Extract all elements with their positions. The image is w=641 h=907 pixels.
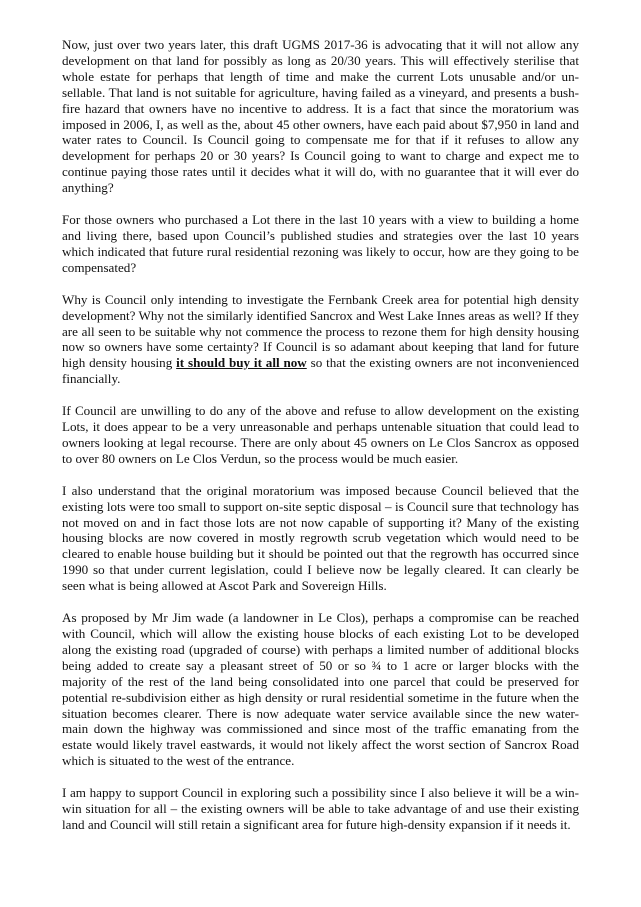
paragraph-legal-recourse: If Council are unwilling to do any of the above and refuse to allow development on the existing Lots, it does appear to be a very unreasonable and perhaps untenable situation that could lead to owners looking at legal recourse. There are only about 45 owners on Le Clos Sancrox as opposed to over 80 owners on Le Clos Verdun, so the process would be much easier.	[62, 403, 579, 466]
paragraph-high-density-tail: so that the existing owners are not inconvenienced financially.	[62, 355, 579, 387]
paragraph-compromise-proposal: As proposed by Mr Jim wade (a landowner in Le Clos), perhaps a compromise can be reached with Council, which will allow the existing house blocks of each existing Lot to be developed along the existing road (upgraded of course) with perhaps a limited number of additional blocks being added to create say a pleasant street of 50 or so ¾ to 1 acre or larger blocks with the majority of the rest of the land being consolidated into one parcel that could be preserved for potential re-subdivision either as high density or rural residential sometime in the future when the situation becomes clearer. There is now adequate water service available since the new water-main down the highway was commissioned and since most of the traffic emanating from the estate would likely travel eastwards, it would not likely affect the worst section of Sancrox Road which is situated to the west of the entrance.	[62, 610, 579, 769]
paragraph-septic-moratorium: I also understand that the original moratorium was imposed because Council believed that the existing lots were too small to support on-site septic disposal – is Council sure that technology has not moved on and in fact those lots are not now capable of supporting it? Many of the existing housing blocks are now covered in mostly regrowth scrub vegetation which would need to be cleared to enable house building but it should be pointed out that the regrowth has occurred since 1990 so that under current legislation, could I believe now be legally cleared. It can clearly be seen what is being allowed at Ascot Park and Sovereign Hills.	[62, 482, 579, 594]
paragraph-support-conclusion: I am happy to support Council in exploring such a possibility since I also believe it will be a win-win situation for all – the existing owners will be able to take advantage of and use their existing land and Council will still retain a significant area for future high-density expansion if it needs it.	[62, 785, 579, 832]
paragraph-high-density	[62, 292, 579, 387]
emphasized-phrase: it should buy it all now	[176, 355, 307, 371]
paragraph-compensation-rates: Now, just over two years later, this draft UGMS 2017-36 is advocating that it will not allow any development on that land for possibly as long as 20/30 years. This will effectively sterilise that whole estate for perhaps that length of time and make the current Lots unusable and/or un-sellable. That land is not suitable for agriculture, having failed as a vineyard, and presents a bush-fire hazard that owners have no incentive to address. It is a fact that since the moratorium was imposed in 2006, I, as well as the, about 45 other owners, have each paid about $7,950 in land and water rates to Council. Is Council going to compensate me for that if it refuses to allow any development for perhaps 20 or 30 years? Is Council going to want to charge and expect me to continue paying those rates until it decides what it will do, with no guarantee that it will ever do anything?	[62, 37, 579, 196]
paragraph-recent-purchasers: For those owners who purchased a Lot there in the last 10 years with a view to building a home and living there, based upon Council’s published studies and strategies over the last 10 years which indicated that future rural residential rezoning was likely to occur, how are they going to be compensated?	[62, 212, 579, 275]
paragraph-high-density-lead: Why is Council only intending to investigate the Fernbank Creek area for potential high density development? Why not the similarly identified Sancrox and West Lake Innes areas as well? If they are all seen to be suitable why not commence the process to rezone them for high density housing now so owners have some certainty? If Council is so adamant about keeping that land for future high density housing	[62, 291, 579, 371]
